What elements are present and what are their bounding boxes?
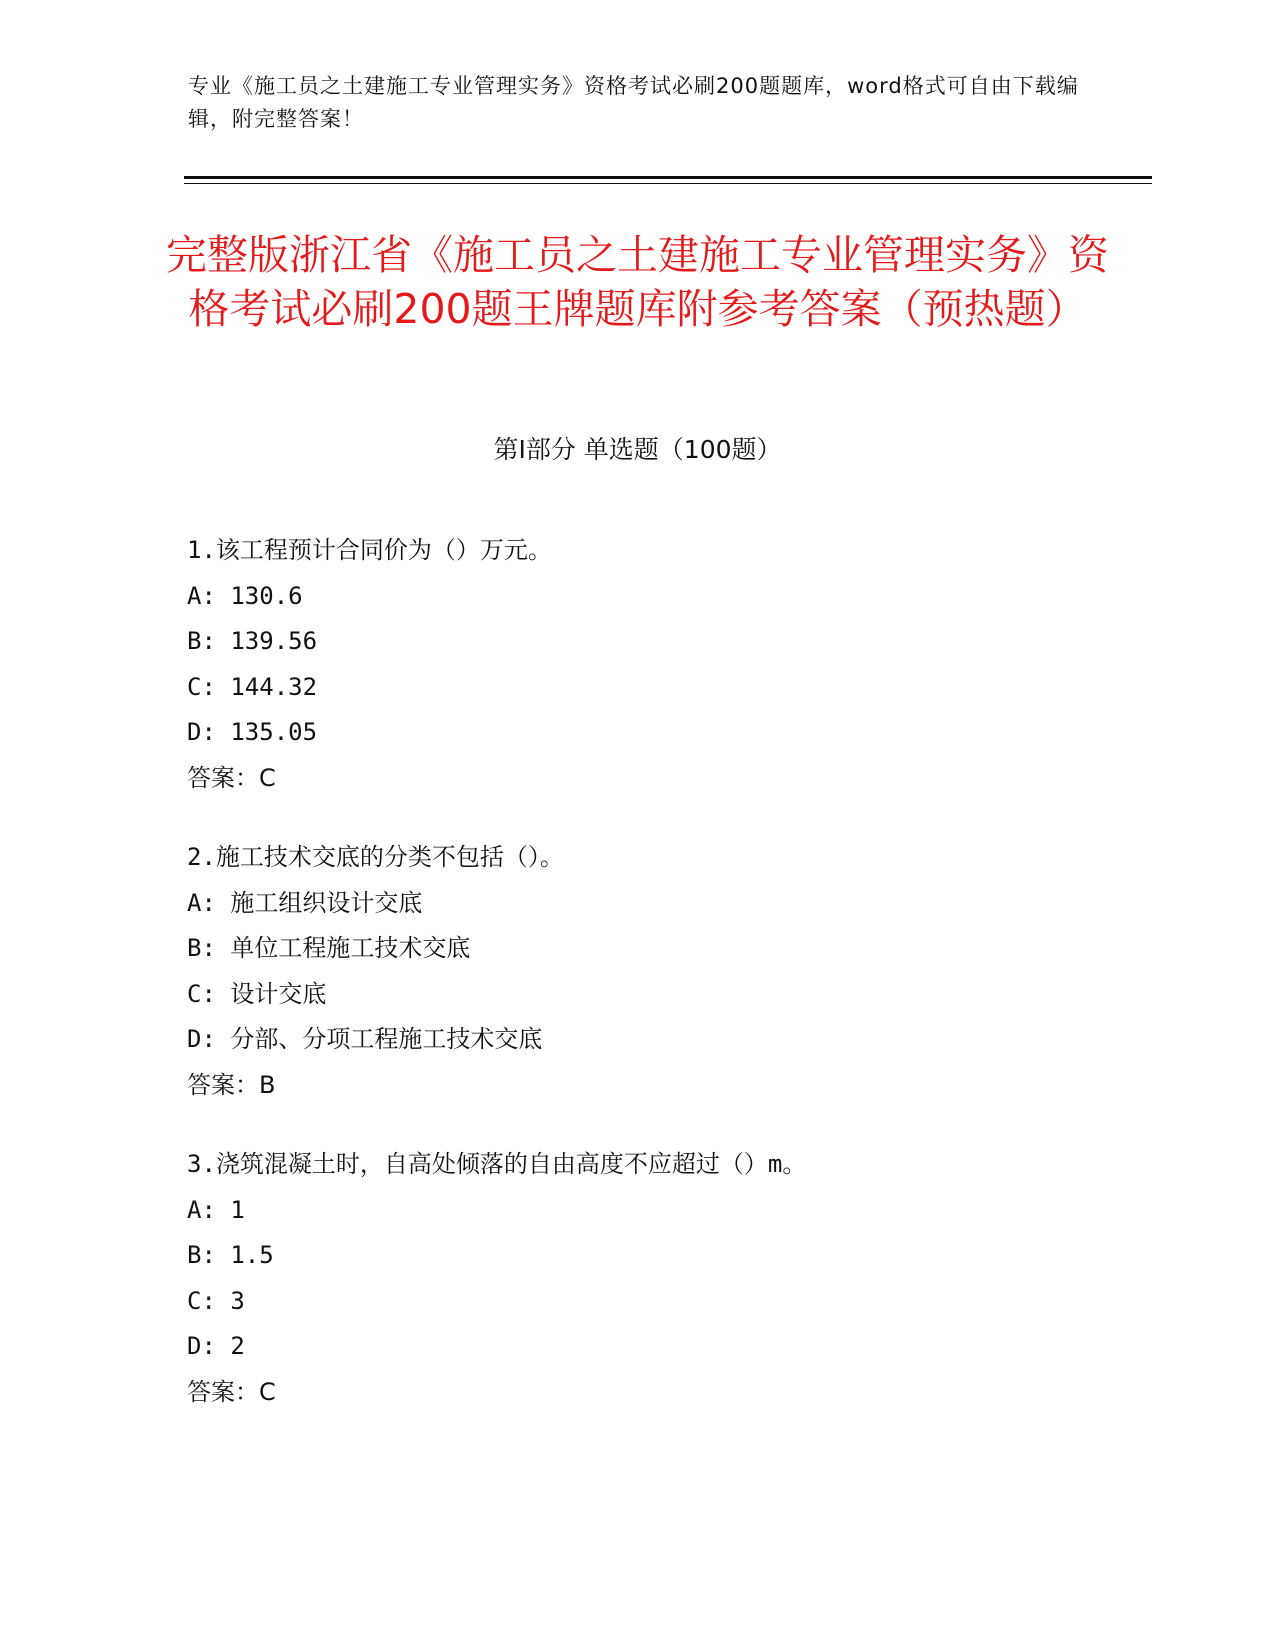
option-b: B: 单位工程施工技术交底 xyxy=(187,934,471,962)
question-1 xyxy=(187,528,1137,801)
answer-line: 答案：B xyxy=(187,1070,276,1099)
question-stem: 2.施工技术交底的分类不包括（）。 xyxy=(187,843,564,871)
question-2 xyxy=(187,835,1137,1108)
option-b: B: 1.5 xyxy=(187,1241,274,1269)
answer-line: 答案：C xyxy=(187,1377,276,1406)
header-divider-thick xyxy=(184,176,1152,179)
option-c: C: 3 xyxy=(187,1286,245,1315)
option-a: A: 1 xyxy=(187,1195,245,1224)
option-b: B: 139.56 xyxy=(187,627,318,655)
option-c: C: 设计交底 xyxy=(187,979,327,1008)
option-d: D: 135.05 xyxy=(187,718,318,746)
document-title: 完整版浙江省《施工员之土建施工专业管理实务》资格考试必刷200题王牌题库附参考答案（预热题） xyxy=(166,231,1109,333)
header-note: 专业《施工员之土建施工专业管理实务》资格考试必刷200题题库，word格式可自由下载编辑，附完整答案！ xyxy=(188,74,1079,131)
option-d: D: 2 xyxy=(187,1332,245,1360)
option-d: D: 分部、分项工程施工技术交底 xyxy=(187,1025,543,1053)
question-3 xyxy=(187,1142,1137,1415)
option-a: A: 施工组织设计交底 xyxy=(187,888,423,917)
header-divider-thin xyxy=(184,183,1152,184)
question-list xyxy=(187,528,1137,1449)
answer-line: 答案：C xyxy=(187,763,276,792)
question-stem: 3.浇筑混凝土时，自高处倾落的自由高度不应超过（）m。 xyxy=(187,1150,807,1178)
option-a: A: 130.6 xyxy=(187,581,303,610)
section-heading: 第I部分 单选题（100题） xyxy=(493,435,782,464)
question-stem: 1.该工程预计合同价为（）万元。 xyxy=(187,536,552,564)
option-c: C: 144.32 xyxy=(187,672,318,701)
